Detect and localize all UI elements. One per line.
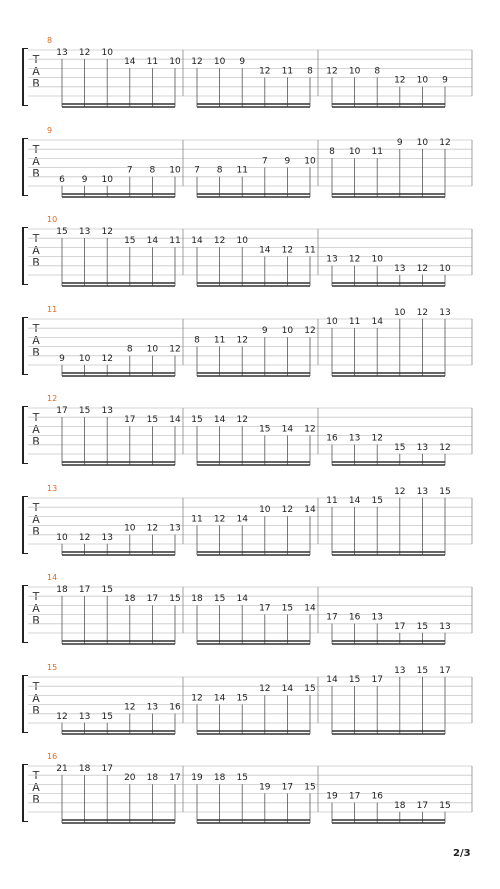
fret-number: 15: [348, 674, 361, 685]
fret-number: 15: [439, 486, 451, 497]
fret-number: 15: [101, 585, 113, 595]
fret-number: 13: [326, 254, 338, 265]
tab-clef-letter: A: [32, 423, 40, 436]
measure-number: 12: [47, 394, 58, 403]
fret-number: 12: [146, 523, 159, 534]
fret-number: 8: [149, 165, 156, 176]
fret-number: 12: [326, 66, 338, 77]
fret-number: 20: [124, 773, 136, 784]
fret-number: 14: [236, 594, 248, 605]
fret-number: 12: [56, 711, 68, 722]
fret-number: 12: [416, 307, 429, 318]
fret-number: 12: [416, 263, 429, 274]
fret-number: 15: [213, 594, 226, 605]
fret-number: 11: [348, 316, 361, 327]
tab-clef-letter: A: [32, 691, 40, 705]
fret-number: 17: [439, 665, 451, 676]
fret-number: 9: [396, 137, 403, 148]
tab-staff: [0, 404, 500, 484]
fret-number: 14: [326, 674, 338, 685]
tab-clef-letter: T: [32, 321, 40, 335]
fret-number: 13: [101, 406, 113, 416]
fret-number: 12: [101, 227, 113, 237]
tab-clef-letter: B: [32, 524, 40, 538]
fret-number: 12: [304, 424, 316, 435]
tab-clef-letter: T: [32, 679, 40, 693]
fret-number: 14: [304, 603, 316, 614]
fret-number: 9: [284, 155, 291, 166]
fret-number: 7: [261, 155, 268, 166]
measure-number: 14: [47, 573, 58, 582]
fret-number: 9: [442, 75, 448, 86]
fret-number: 19: [191, 773, 203, 784]
tab-system: [0, 573, 500, 663]
fret-number: 15: [56, 227, 68, 237]
fret-number: 13: [169, 523, 181, 534]
tab-staff: [0, 46, 500, 126]
fret-number: 15: [416, 665, 429, 676]
tab-clef-letter: A: [32, 781, 40, 794]
fret-number: 17: [259, 603, 271, 614]
fret-number: 10: [416, 75, 429, 86]
measure-number: 8: [47, 36, 53, 45]
fret-number: 17: [371, 674, 383, 685]
fret-number: 9: [261, 325, 268, 336]
fret-number: 13: [78, 227, 91, 237]
tab-clef-letter: A: [32, 65, 40, 78]
fret-number: 17: [326, 612, 338, 623]
fret-number: 10: [371, 254, 383, 265]
fret-number: 10: [169, 165, 181, 176]
fret-number: 17: [281, 782, 294, 793]
tab-system: [0, 752, 500, 842]
fret-number: 13: [78, 711, 91, 722]
fret-number: 15: [371, 495, 383, 506]
fret-number: 10: [56, 532, 68, 543]
fret-number: 15: [101, 711, 113, 722]
tab-clef-letter: T: [32, 590, 40, 603]
fret-number: 16: [371, 791, 383, 802]
fret-number: 9: [81, 174, 88, 185]
tab-staff: [0, 225, 500, 305]
tab-clef-letter: B: [32, 345, 40, 359]
fret-number: 14: [281, 424, 294, 435]
fret-number: 18: [78, 764, 91, 774]
fret-number: 15: [281, 603, 294, 614]
fret-number: 17: [146, 594, 159, 605]
fret-number: 15: [236, 692, 248, 703]
fret-number: 13: [101, 532, 113, 543]
fret-number: 14: [213, 415, 226, 426]
tab-clef-letter: B: [32, 614, 40, 627]
fret-number: 12: [371, 433, 383, 444]
tab-clef-letter: T: [32, 411, 40, 424]
fret-number: 12: [439, 442, 451, 453]
fret-number: 11: [146, 57, 159, 68]
fret-number: 11: [326, 495, 338, 506]
fret-number: 10: [101, 48, 113, 58]
tab-clef-letter: A: [32, 154, 40, 168]
fret-number: 9: [59, 353, 65, 364]
measure-number: 11: [47, 304, 58, 314]
tab-staff: [0, 665, 500, 753]
fret-number: 11: [213, 334, 226, 345]
fret-number: 13: [394, 263, 406, 274]
tab-clef-letter: B: [32, 166, 40, 180]
fret-number: 10: [416, 137, 429, 148]
fret-number: 15: [304, 683, 316, 694]
fret-number: 14: [259, 245, 271, 256]
fret-number: 11: [169, 236, 181, 247]
fret-number: 10: [169, 57, 181, 68]
tab-clef-letter: T: [32, 142, 40, 156]
tab-system: [0, 36, 500, 126]
fret-number: 14: [213, 692, 226, 703]
fret-number: 17: [101, 764, 113, 774]
fret-number: 15: [304, 782, 316, 793]
tab-clef-letter: T: [32, 769, 40, 782]
fret-number: 10: [304, 155, 316, 166]
fret-number: 13: [348, 433, 361, 444]
fret-number: 13: [394, 665, 406, 676]
fret-number: 16: [169, 702, 181, 713]
fret-number: 18: [146, 773, 159, 784]
tab-system: [0, 662, 500, 753]
tab-clef-letter: B: [32, 793, 40, 806]
tab-clef-letter: A: [32, 602, 40, 615]
fret-number: 14: [348, 495, 361, 506]
measure-number: 10: [47, 215, 58, 224]
tab-system: [0, 304, 500, 395]
fret-number: 15: [394, 442, 406, 453]
fret-number: 17: [124, 415, 136, 426]
tab-clef-letter: T: [32, 53, 40, 66]
fret-number: 10: [213, 57, 226, 68]
tab-clef-letter: A: [32, 512, 40, 526]
measure-number: 9: [47, 125, 53, 135]
fret-number: 17: [78, 585, 91, 595]
fret-number: 18: [191, 594, 203, 605]
tab-clef-letter: A: [32, 333, 40, 347]
fret-number: 13: [56, 48, 68, 58]
tab-staff: [0, 136, 500, 216]
fret-number: 10: [124, 523, 136, 534]
fret-number: 13: [371, 612, 383, 623]
fret-number: 12: [124, 702, 136, 713]
fret-number: 14: [281, 683, 294, 694]
fret-number: 10: [326, 316, 338, 327]
fret-number: 11: [191, 513, 203, 524]
fret-number: 14: [304, 504, 316, 515]
fret-number: 11: [281, 66, 294, 77]
fret-number: 14: [169, 415, 181, 426]
tab-staff: [0, 486, 500, 574]
fret-number: 17: [169, 773, 181, 784]
tab-clef-letter: A: [32, 244, 40, 257]
tab-clef-letter: B: [32, 77, 40, 90]
fret-number: 15: [416, 621, 429, 632]
fret-number: 18: [56, 585, 68, 595]
fret-number: 12: [236, 334, 248, 345]
fret-number: 12: [213, 236, 226, 247]
tab-staff: [0, 762, 500, 842]
fret-number: 10: [101, 174, 113, 185]
tab-system: [0, 125, 500, 216]
fret-number: 18: [213, 773, 226, 784]
fret-number: 12: [259, 66, 271, 77]
tab-staff: [0, 583, 500, 663]
tab-system: [0, 215, 500, 305]
fret-number: 10: [146, 344, 159, 355]
fret-number: 10: [394, 307, 406, 318]
fret-number: 12: [259, 683, 271, 694]
fret-number: 10: [281, 325, 294, 336]
fret-number: 12: [281, 504, 294, 515]
tab-clef-letter: B: [32, 256, 40, 269]
fret-number: 13: [416, 486, 429, 497]
fret-number: 15: [259, 424, 271, 435]
fret-number: 12: [191, 692, 203, 703]
fret-number: 7: [126, 165, 133, 176]
fret-number: 8: [216, 165, 223, 176]
measure-number: 15: [47, 662, 58, 672]
fret-number: 11: [236, 165, 248, 176]
fret-number: 10: [439, 263, 451, 274]
fret-number: 10: [236, 236, 248, 247]
fret-number: 15: [169, 594, 181, 605]
fret-number: 12: [191, 57, 203, 68]
fret-number: 8: [329, 146, 335, 157]
fret-number: 12: [348, 254, 361, 265]
tab-system: [0, 394, 500, 484]
fret-number: 18: [394, 800, 406, 811]
fret-number: 8: [307, 66, 313, 77]
fret-number: 8: [374, 66, 381, 77]
measure-number: 16: [47, 752, 58, 761]
fret-number: 12: [236, 415, 248, 426]
fret-number: 12: [78, 48, 91, 58]
fret-number: 15: [236, 773, 248, 784]
fret-number: 8: [194, 334, 200, 345]
fret-number: 17: [416, 800, 429, 811]
fret-number: 10: [78, 353, 91, 364]
fret-number: 12: [78, 532, 91, 543]
tab-clef-letter: B: [32, 435, 40, 448]
fret-number: 15: [146, 415, 159, 426]
tab-clef-letter: B: [32, 703, 40, 717]
fret-number: 12: [394, 75, 406, 86]
fret-number: 14: [146, 236, 159, 247]
fret-number: 18: [124, 594, 136, 605]
fret-number: 12: [304, 325, 316, 336]
fret-number: 14: [124, 57, 136, 68]
fret-number: 16: [326, 433, 338, 444]
tab-staff: [0, 307, 500, 395]
tab-clef-letter: T: [32, 500, 40, 514]
fret-number: 12: [394, 486, 406, 497]
fret-number: 12: [169, 344, 181, 355]
fret-number: 14: [371, 316, 383, 327]
fret-number: 17: [56, 406, 68, 416]
fret-number: 12: [439, 137, 451, 148]
measure-number: 13: [47, 483, 58, 493]
fret-number: 13: [439, 621, 451, 632]
fret-number: 15: [78, 406, 91, 416]
tab-system: [0, 483, 500, 574]
fret-number: 19: [326, 791, 338, 802]
fret-number: 21: [56, 764, 68, 774]
fret-number: 17: [394, 621, 406, 632]
fret-number: 12: [281, 245, 294, 256]
fret-number: 10: [348, 66, 361, 77]
page-number: 2/3: [453, 848, 471, 859]
fret-number: 15: [191, 415, 203, 426]
fret-number: 17: [348, 791, 361, 802]
fret-number: 15: [439, 800, 451, 811]
fret-number: 14: [236, 513, 248, 524]
fret-number: 13: [439, 307, 451, 318]
tab-clef-letter: T: [32, 232, 40, 245]
fret-number: 15: [124, 236, 136, 247]
fret-number: 12: [101, 353, 113, 364]
fret-number: 11: [371, 146, 383, 157]
fret-number: 6: [59, 174, 65, 185]
fret-number: 11: [304, 245, 316, 256]
fret-number: 13: [416, 442, 429, 453]
fret-number: 9: [239, 57, 246, 68]
fret-number: 19: [259, 782, 271, 793]
fret-number: 13: [146, 702, 159, 713]
fret-number: 12: [213, 513, 226, 524]
fret-number: 10: [348, 146, 361, 157]
fret-number: 8: [126, 344, 133, 355]
fret-number: 10: [259, 504, 271, 515]
fret-number: 7: [194, 165, 200, 176]
fret-number: 14: [191, 236, 203, 247]
fret-number: 16: [348, 612, 361, 623]
